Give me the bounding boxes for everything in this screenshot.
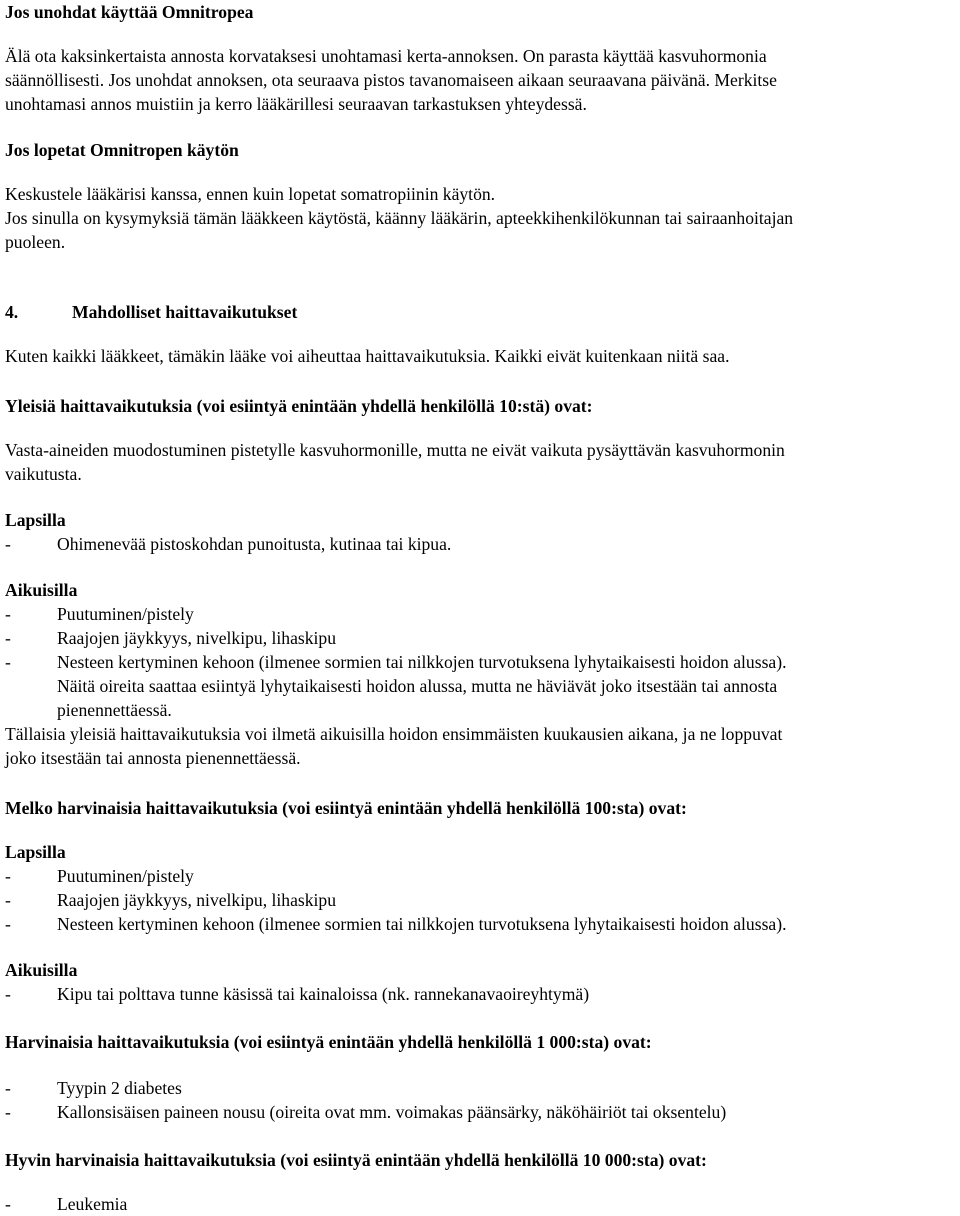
paragraph-line: vaikutusta. <box>5 464 82 484</box>
paragraph-line: joko itsestään tai annosta pienennettäessä. <box>5 748 301 768</box>
paragraph-line: Vasta-aineiden muodostuminen pistetylle kasvuhormonille, mutta ne eivät vaikuta pysäyttävän kasvuhormonin <box>5 440 785 460</box>
list-item-continuation: pienennettäessä. <box>57 700 172 720</box>
list-item-text: Raajojen jäykkyys, nivelkipu, lihaskipu <box>57 628 337 648</box>
label-children: Lapsilla <box>5 842 66 862</box>
label-adults: Aikuisilla <box>5 960 78 980</box>
paragraph-line: Tällaisia yleisiä haittavaikutuksia voi ilmetä aikuisilla hoidon ensimmäisten kuukausien aikana, ja ne loppuvat <box>5 724 783 744</box>
list-item-text: Raajojen jäykkyys, nivelkipu, lihaskipu <box>57 890 337 910</box>
list-item-text: Puutuminen/pistely <box>57 604 194 624</box>
list-item-text: Kipu tai polttava tunne käsissä tai kainaloissa (nk. rannekanavaoireyhtymä) <box>57 984 590 1004</box>
heading-uncommon: Melko harvinaisia haittavaikutuksia (voi esiintyä enintään yhdellä henkilöllä 100:sta) ovat: <box>5 798 687 818</box>
bullet-dash: - <box>5 1078 11 1098</box>
bullet-dash: - <box>5 866 11 886</box>
heading-stop-use: Jos lopetat Omnitropen käytön <box>5 140 239 160</box>
list-item-text: Tyypin 2 diabetes <box>57 1078 182 1098</box>
paragraph-line: Älä ota kaksinkertaista annosta korvataksesi unohtamasi kerta-annoksen. On parasta käyttää kasvuhormonia <box>5 46 767 66</box>
bullet-dash: - <box>5 652 11 672</box>
heading-side-effects: Mahdolliset haittavaikutukset <box>72 302 298 322</box>
bullet-dash: - <box>5 984 11 1004</box>
heading-missed-dose: Jos unohdat käyttää Omnitropea <box>5 2 254 22</box>
bullet-dash: - <box>5 628 11 648</box>
bullet-dash: - <box>5 534 11 554</box>
label-children: Lapsilla <box>5 510 66 530</box>
bullet-dash: - <box>5 1194 11 1214</box>
bullet-dash: - <box>5 1102 11 1122</box>
list-item-text: Kallonsisäisen paineen nousu (oireita ovat mm. voimakas päänsärky, näköhäiriöt tai oksentelu) <box>57 1102 727 1122</box>
paragraph-line: unohtamasi annos muistiin ja kerro lääkärillesi seuraavan tarkastuksen yhteydessä. <box>5 94 587 114</box>
paragraph-line: puoleen. <box>5 232 66 252</box>
heading-common: Yleisiä haittavaikutuksia (voi esiintyä enintään yhdellä henkilöllä 10:stä) ovat: <box>5 396 593 416</box>
paragraph-line: Jos sinulla on kysymyksiä tämän lääkkeen käytöstä, käänny lääkärin, apteekkihenkilökunnan tai sairaanhoitajan <box>5 208 794 228</box>
bullet-dash: - <box>5 604 11 624</box>
bullet-dash: - <box>5 890 11 910</box>
list-item-text: Nesteen kertyminen kehoon (ilmenee sormien tai nilkkojen turvotuksena lyhytaikaisesti hoidon alussa). <box>57 914 787 934</box>
list-item-text: Ohimenevää pistoskohdan punoitusta, kutinaa tai kipua. <box>57 534 452 554</box>
heading-rare: Harvinaisia haittavaikutuksia (voi esiintyä enintään yhdellä henkilöllä 1 000:sta) ovat: <box>5 1032 652 1052</box>
intro-text: Kuten kaikki lääkkeet, tämäkin lääke voi aiheuttaa haittavaikutuksia. Kaikki eivät kuitenkaan niitä saa. <box>5 346 730 366</box>
label-adults: Aikuisilla <box>5 580 78 600</box>
paragraph-line: säännöllisesti. Jos unohdat annoksen, ota seuraava pistos tavanomaiseen aikaan seuraavana päivänä. Merkitse <box>5 70 777 90</box>
list-item-text: Puutuminen/pistely <box>57 866 194 886</box>
list-item-text: Leukemia <box>57 1194 128 1214</box>
list-item-text: Nesteen kertyminen kehoon (ilmenee sormien tai nilkkojen turvotuksena lyhytaikaisesti hoidon alussa). <box>57 652 787 672</box>
list-item-continuation: Näitä oireita saattaa esiintyä lyhytaikaisesti hoidon alussa, mutta ne häviävät joko itsestään tai annosta <box>57 676 778 696</box>
section-number: 4. <box>5 302 19 322</box>
heading-very-rare: Hyvin harvinaisia haittavaikutuksia (voi esiintyä enintään yhdellä henkilöllä 10 000:sta) ovat: <box>5 1150 707 1170</box>
paragraph-line: Keskustele lääkärisi kanssa, ennen kuin lopetat somatropiinin käytön. <box>5 184 496 204</box>
bullet-dash: - <box>5 914 11 934</box>
